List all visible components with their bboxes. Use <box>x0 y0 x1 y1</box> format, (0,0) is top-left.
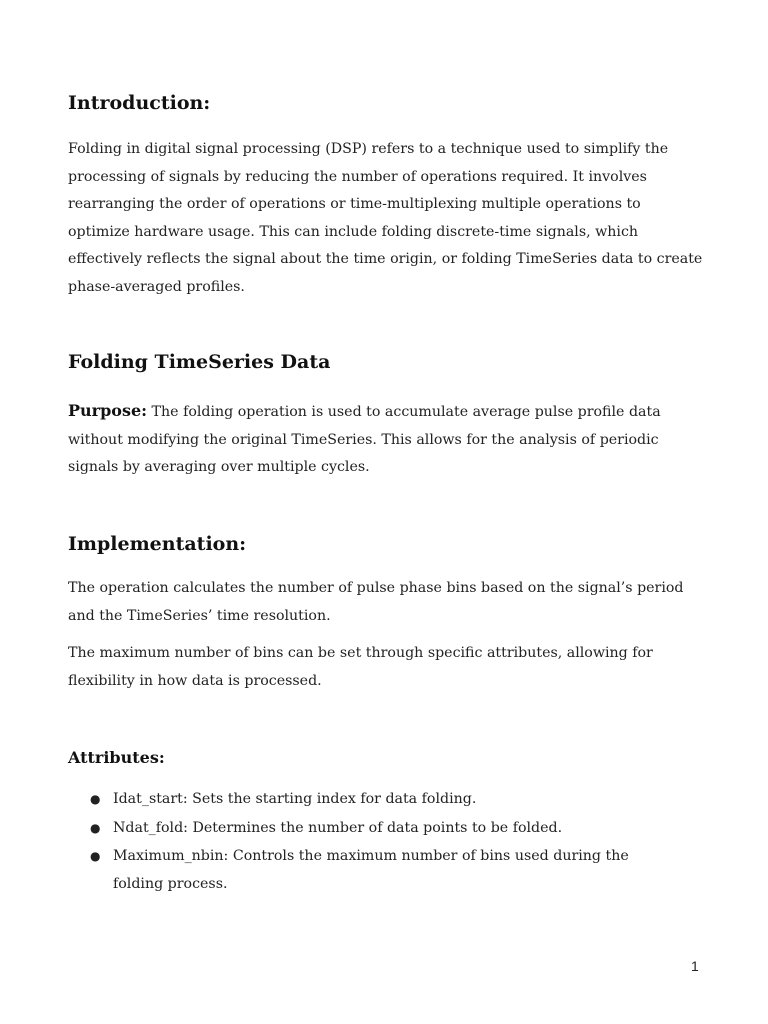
introduction-paragraph: Folding in digital signal processing (DSP) refers to a technique used to simplify the processing of signals by reducing the number of operations required. It involves rearranging the order of operations or time-multiplexing multiple operations to optimize hardware usage. This can include folding discrete-time signals, which effectively reflects the signal about the time origin, or folding TimeSeries data to create phase-averaged profiles. <box>68 141 703 295</box>
purpose-paragraph <box>68 397 704 482</box>
introduction-heading: Introduction: <box>68 92 211 114</box>
implementation-heading: Implementation: <box>68 533 247 555</box>
list-item <box>68 843 668 898</box>
attributes-heading: Attributes: <box>68 748 165 767</box>
list-item <box>68 815 668 843</box>
bullet-icon: ● <box>90 792 101 806</box>
list-item-text: Idat_start: Sets the starting index for data folding. <box>113 791 477 807</box>
bullet-icon: ● <box>90 820 101 835</box>
list-item <box>68 786 668 814</box>
attributes-list <box>68 786 668 899</box>
purpose-label: Purpose: <box>68 401 148 420</box>
page-number: 1 <box>691 958 699 974</box>
implementation-paragraph-1: The operation calculates the number of pulse phase bins based on the signal’s period and the TimeSeries’ time resolution. <box>68 580 684 624</box>
implementation-paragraph-2: The maximum number of bins can be set through specific attributes, allowing for flexibility in how data is processed. <box>68 645 653 689</box>
list-item-text: Ndat_fold: Determines the number of data points to be folded. <box>113 819 563 836</box>
purpose-text: The folding operation is used to accumulate average pulse profile data without modifying the original TimeSeries. This allows for the analysis of periodic signals by averaging over multiple cycles. <box>68 404 661 475</box>
list-item-text: Maximum_nbin: Controls the maximum number of bins used during the folding process. <box>113 848 629 892</box>
bullet-icon: ● <box>90 849 101 863</box>
folding-heading: Folding TimeSeries Data <box>68 351 331 373</box>
